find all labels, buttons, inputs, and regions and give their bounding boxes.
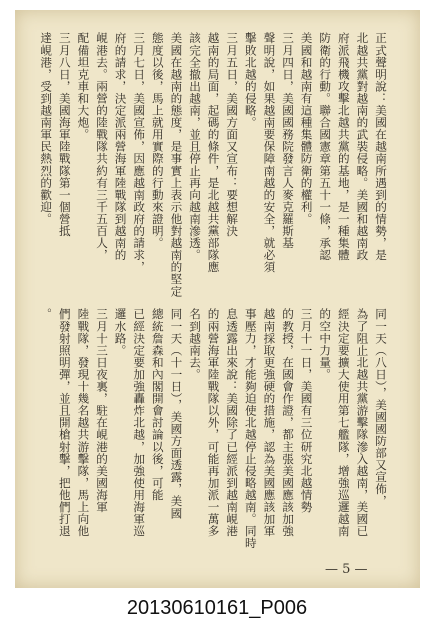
lower-text-column: 邏水路。	[113, 308, 128, 357]
lower-text-column: 的教授，在國會作證，都主張美國應該加強	[281, 308, 295, 537]
upper-text-column: 三月七日，美國宣佈，因應越南政府的請求，	[132, 32, 147, 273]
lower-text-column: 已經決定要加強轟炸北越，加強使用海軍巡	[132, 308, 147, 537]
lower-text-column: 總統詹森和內閣開會討論以後，可能	[150, 308, 165, 501]
lower-text-column: 。	[39, 308, 54, 321]
upper-text-column: 三月五日，美國方面又宣布：要想解決	[225, 32, 240, 237]
upper-text-column: 三月八日，美國海軍陸戰隊第一個營抵	[57, 32, 72, 237]
lower-text-column: 息透露出來說：美國除了已經派到越南峴港	[225, 308, 240, 537]
upper-text-column: 該完全撤出越南，並且停止再向越南滲透。	[188, 32, 202, 261]
lower-text-column: 們發射照明彈，並且開槍射擊，把他們打退	[57, 308, 72, 537]
upper-text-column: 北越共黨對越南的武裝侵略。美國和越南政	[355, 32, 370, 261]
upper-text-column: 府派飛機攻擊北越共黨的基地，是一種集體	[336, 32, 351, 261]
lower-text-column: 的空中力量。	[318, 308, 333, 381]
lower-text-column: 為了阻止北越共黨游擊隊滲入越南，美國已	[355, 308, 370, 537]
upper-text-column: 三月四日，美國國務院發言人麥克羅斯基	[281, 32, 295, 249]
lower-text-column: 事壓力，才能夠迫使北越停止侵略越南。同時	[243, 308, 258, 549]
upper-text-column: 擊敗北越的侵略。	[243, 32, 258, 129]
upper-text-column: 美國和越南有這種集體防衛的權利。	[299, 32, 314, 225]
upper-text-column: 正式聲明說：美國在越南所遇到的情勢，是	[374, 32, 388, 261]
lower-text-column: 三月十一日，美國有三位研究北越情勢	[299, 308, 314, 513]
lower-text-column: 越南採取更強硬的措施，認為美國應該加軍	[262, 308, 277, 537]
lower-text-column: 陸戰隊，發現十幾名越共游擊隊，馬上向他	[76, 308, 91, 537]
upper-text-column: 府的請求，決定派兩營海軍陸戰隊到越南的	[113, 32, 128, 261]
lower-text-column: 同一天（八日），美國國防部又宣佈，	[374, 308, 388, 508]
document-page	[15, 10, 420, 588]
upper-text-column: 配備坦克車和大炮。	[76, 32, 91, 141]
upper-text-column: 峴港去。兩營的陸戰隊共約有三千五百人，	[95, 32, 109, 261]
upper-text-column: 防衛的行動。聯合國憲章第五十一條，承認	[318, 32, 333, 261]
upper-text-column: 美國在越南的態度，是事實上表示他對越南的堅定	[169, 32, 184, 298]
lower-text-column: 同一天（十一日），美國方面透露，美國	[169, 308, 184, 520]
lower-text-column: 名到越南去。	[188, 308, 202, 381]
upper-text-column: 越南的局面，起碼的條件，是北越共黨部隊應	[206, 32, 221, 273]
lower-text-column: 的兩營海軍陸戰隊以外，可能再加派一萬多	[206, 308, 221, 537]
upper-text-column: 聲明說，如果越南要保障南越的安全，就必須	[262, 32, 277, 273]
lower-text-column: 經決定要擴大使用第七艦隊，增強巡邏越南	[336, 308, 351, 537]
page-number: — 5 —	[325, 562, 368, 577]
lower-text-column: 三月十三日夜裏，駐在峴港的美國海軍	[95, 308, 109, 513]
upper-text-column: 達峴港，受到越南軍民熱烈的歡迎。	[39, 32, 54, 225]
upper-text-column: 態度以後，馬上就用實際的行動來證明。	[150, 32, 165, 249]
image-caption: 20130610161_P006	[126, 597, 308, 619]
